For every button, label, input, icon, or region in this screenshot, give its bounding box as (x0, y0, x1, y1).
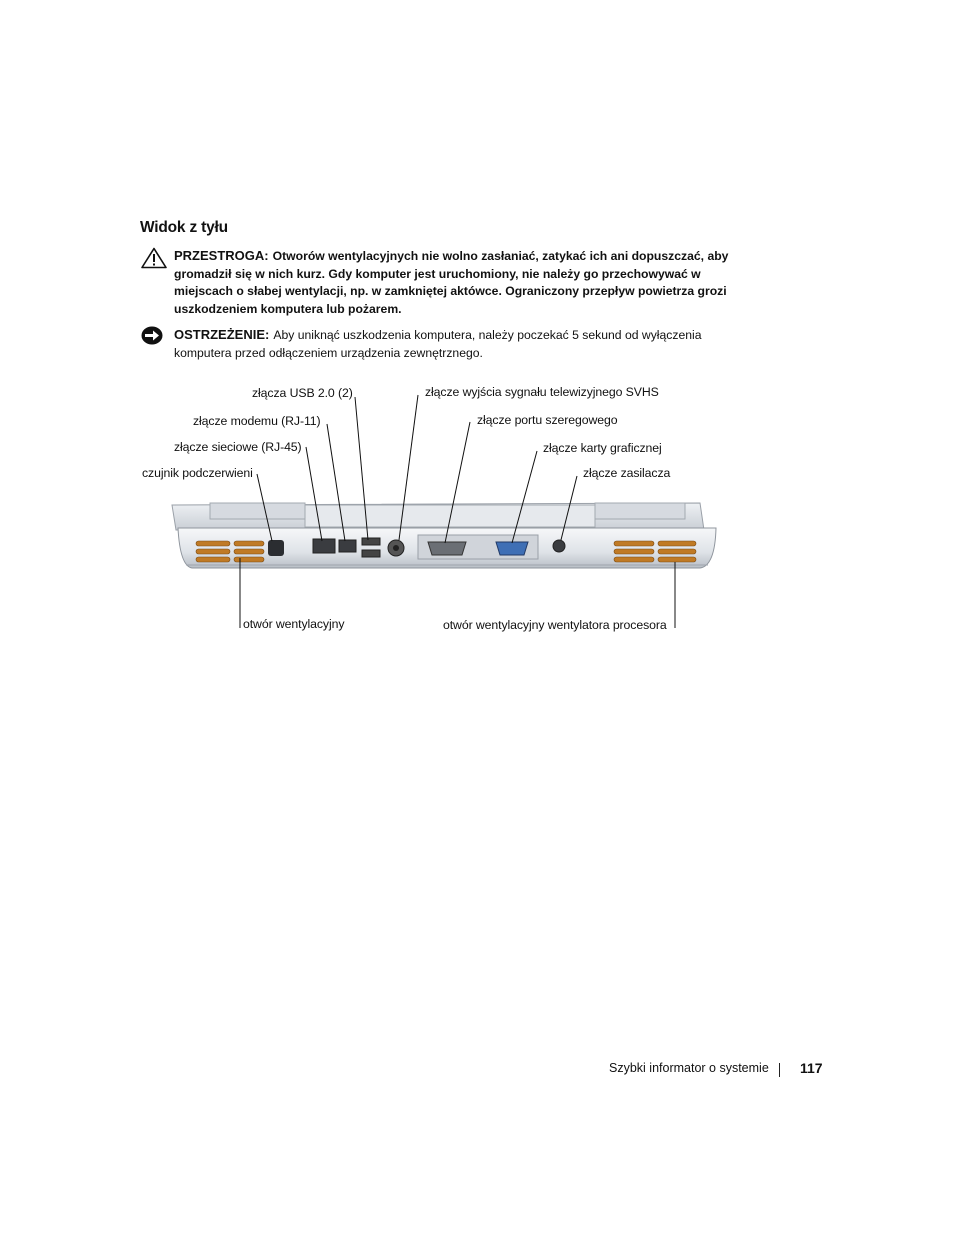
notice-note (141, 326, 761, 362)
callout-vent: otwór wentylacyjny (243, 617, 345, 631)
callout-svhs: złącze wyjścia sygnału telewizyjnego SVHS (425, 385, 659, 399)
callout-network: złącze sieciowe (RJ-45) (174, 440, 302, 454)
section-heading: Widok z tyłu (140, 219, 228, 236)
notice-label: OSTRZEŻENIE: (174, 327, 270, 342)
vent-left (196, 541, 264, 562)
footer-separator (779, 1063, 780, 1077)
usb-port-1 (362, 538, 380, 545)
callout-modem: złącze modemu (RJ-11) (193, 414, 321, 428)
hinge-right (595, 503, 685, 519)
callout-usb: złącza USB 2.0 (2) (252, 386, 353, 400)
callout-ac: złącze zasilacza (583, 466, 671, 480)
leader-lines (240, 395, 675, 628)
infrared-sensor (268, 540, 284, 556)
callout-infrared: czujnik podczerwieni (142, 466, 253, 480)
laptop-lid-edge (172, 503, 704, 530)
svhs-port (388, 540, 404, 556)
hinge-center (305, 505, 595, 527)
rear-panel (418, 535, 538, 559)
usb-port-2 (362, 550, 380, 557)
callout-video: złącze karty graficznej (543, 441, 662, 455)
vent-right (614, 541, 696, 562)
warning-triangle-icon (141, 247, 167, 269)
callout-cpu-vent: otwór wentylacyjny wentylatora procesora (443, 618, 667, 632)
laptop-base (178, 528, 716, 568)
notice-arrow-icon (141, 326, 163, 346)
modem-port (339, 540, 356, 552)
page-number: 117 (800, 1060, 823, 1076)
hinge-left (210, 503, 305, 519)
caution-label: PRZESTROGA: (174, 248, 269, 263)
caution-text: Otworów wentylacyjnych nie wolno zasłaniać, zatykać ich ani dopuszczać, aby gromadził się w nich kurz. Gdy komputer jest uruchomiony, nie należy go przechowywać w miejscach o słabej wentylacji, np. w zamkniętej aktówce. Ograniczony przepływ powietrza grozi uszkodzeniem komputera lub pożarem. (174, 249, 729, 316)
notice-text: Aby uniknąć uszkodzenia komputera, należy poczekać 5 sekund od wyłączenia komputera przed odłączeniem urządzenia zewnętrznego. (174, 328, 702, 360)
serial-port (428, 542, 466, 555)
caution-note (141, 247, 761, 318)
footer-title: Szybki informator o systemie (609, 1061, 769, 1075)
ac-adapter-port (553, 540, 565, 552)
network-port (313, 539, 335, 553)
callout-serial: złącze portu szeregowego (477, 413, 618, 427)
video-port (496, 542, 528, 555)
